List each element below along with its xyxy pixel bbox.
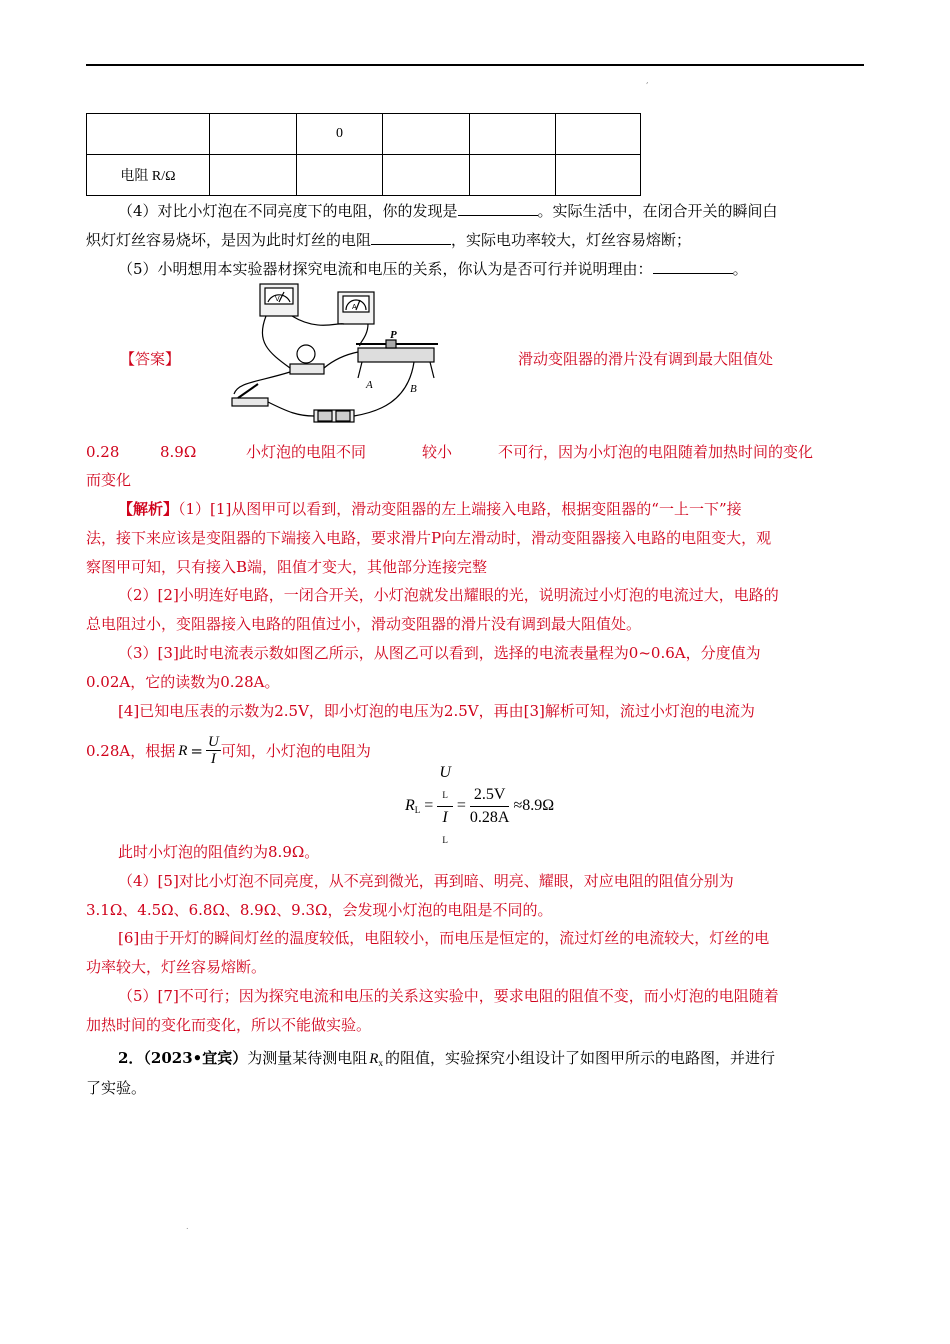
analysis-p4-l2: 0.28A，根据 R = $\frac{U}{I}$ 可知，小灯泡的电阻为 xyxy=(86,734,371,767)
data-table xyxy=(86,113,641,196)
table-cell xyxy=(470,114,556,155)
answer-tag: 【答案】 xyxy=(120,350,181,368)
question-2-number: 2．（2023•宜宾） xyxy=(118,1049,248,1067)
q4-text: 。实际生活中，在闭合开关的瞬间白 xyxy=(537,202,778,220)
eq-den2: 0.28A xyxy=(469,808,510,826)
analysis-p2-l2: 总电阻过小，变阻器接入电路的阻值过小，滑动变阻器的滑片没有调到最大阻值处。 xyxy=(86,615,642,633)
analysis-text: 0.28A，根据 xyxy=(86,741,176,760)
header-rule xyxy=(86,64,864,66)
rheostat-icon xyxy=(358,348,434,362)
label-a: A xyxy=(366,379,373,391)
ammeter-label: A xyxy=(352,304,357,311)
analysis-p3-l2: 0.02A，它的读数为0.28A。 xyxy=(86,673,280,691)
rx-symbol: R xyxy=(369,1051,379,1067)
table-cell xyxy=(87,114,210,155)
answer-2: 0.28 xyxy=(86,443,120,461)
circuit-diagram xyxy=(218,282,448,424)
table-cell xyxy=(297,155,383,196)
answer-blank xyxy=(653,259,733,274)
q4-text: 炽灯灯丝容易烧坏，是因为此时灯丝的电阻 xyxy=(86,231,372,249)
table-cell xyxy=(383,155,470,196)
table-row-label: 电阻 R/Ω xyxy=(87,155,210,196)
answer-6: 不可行，因为小灯泡的电阻随着加热时间的变化 xyxy=(498,443,814,461)
switch-icon xyxy=(232,398,268,406)
bulb-icon xyxy=(297,345,315,363)
analysis-p1-l1 xyxy=(118,499,742,519)
table-cell xyxy=(470,155,556,196)
voltmeter-label: V xyxy=(275,296,280,303)
eq-lhs: R xyxy=(405,797,415,814)
answer-6-cont: 而变化 xyxy=(86,471,132,489)
q5-text: （5）小明想用本实验器材探究电流和电压的关系，你认为是否可行并说明理由： xyxy=(118,260,653,278)
question-5 xyxy=(118,259,748,279)
resistance-equation: RL = U L I L = $\frac{2.5V}{0.28A}$ ≈8.9Ω xyxy=(405,781,554,831)
q2-text: 为测量某待测电阻 xyxy=(247,1049,368,1067)
question-2-line-2: 了实验。 xyxy=(86,1079,147,1097)
question-4-line-1 xyxy=(118,201,778,221)
q5-text: 。 xyxy=(732,260,748,278)
table-cell: 0 xyxy=(297,114,383,155)
analysis-text: 可知，小灯泡的电阻为 xyxy=(220,741,371,760)
tick-mark: , xyxy=(646,76,649,85)
formula-fraction xyxy=(206,734,221,767)
eq-den: I xyxy=(442,808,448,826)
analysis-text: （1）[1]从图甲可以看到，滑动变阻器的左上端接入电路，根据变阻器的“一上一下”接 xyxy=(178,500,742,518)
answer-blank xyxy=(458,201,538,216)
question-2-line-1 xyxy=(118,1048,775,1073)
eq-den-sub: L xyxy=(442,834,448,845)
table-row xyxy=(87,114,641,155)
answer-3: 8.9Ω xyxy=(160,443,197,461)
analysis-p4-l1: [4]已知电压表的示数为2.5V，即小灯泡的电压为2.5V，再由[3]解析可知，流过小灯泡的电流为 xyxy=(118,702,755,720)
analysis-p2-l1: （2）[2]小明连好电路，一闭合开关，小灯泡就发出耀眼的光，说明流过小灯泡的电流过大，电路的 xyxy=(118,586,779,604)
formula-r: R xyxy=(178,742,188,759)
analysis-p5-l1: （4）[5]对比小灯泡不同亮度，从不亮到微光，再到暗、明亮、耀眼，对应电阻的阻值分别为 xyxy=(118,872,734,890)
q4-text: （4）对比小灯泡在不同亮度下的电阻，你的发现是 xyxy=(118,202,458,220)
table-cell xyxy=(210,114,297,155)
analysis-p5-l2: 3.1Ω、4.5Ω、6.8Ω、8.9Ω、9.3Ω，会发现小灯泡的电阻是不同的。 xyxy=(86,901,553,919)
eq-fraction-1 xyxy=(437,762,453,851)
formula-u: U xyxy=(207,734,219,750)
q2-text: 的阻值，实验探究小组设计了如图甲所示的电路图，并进行 xyxy=(384,1049,775,1067)
analysis-tag: 【解析】 xyxy=(118,500,179,518)
tick-mark: . xyxy=(186,1222,189,1231)
eq-num2: 2.5V xyxy=(470,784,510,807)
answer-5: 较小 xyxy=(422,443,453,461)
formula-i: I xyxy=(210,751,216,767)
answer-1: 滑动变阻器的滑片没有调到最大阻值处 xyxy=(518,350,774,368)
analysis-p1-l2: 法，接下来应该是变阻器的下端接入电路，要求滑片P向左滑动时，滑动变阻器接入电路的电阻变大，观 xyxy=(86,529,772,547)
eq-num: U xyxy=(439,763,451,781)
eq-num-sub: L xyxy=(442,789,448,800)
analysis-p1-l3: 察图甲可知，只有接入B端，阻值才变大，其他部分连接完整 xyxy=(86,558,488,576)
eq-lhs-sub: L xyxy=(414,805,421,815)
analysis-p7-l2: 加热时间的变化而变化，所以不能做实验。 xyxy=(86,1016,372,1034)
q4-text: ，实际电功率较大，灯丝容易熔断； xyxy=(451,231,692,249)
analysis-p6-l1: [6]由于开灯的瞬间灯丝的温度较低，电阻较小，而电压是恒定的，流过灯丝的电流较大，灯丝的电 xyxy=(118,929,770,947)
rx-sub: x xyxy=(378,1058,383,1068)
analysis-p4-l3: 此时小灯泡的阻值约为8.9Ω。 xyxy=(118,843,320,861)
table-cell xyxy=(210,155,297,196)
table-cell xyxy=(556,155,641,196)
table-cell xyxy=(556,114,641,155)
label-b: B xyxy=(410,383,417,395)
table-row xyxy=(87,155,641,196)
eq-fraction-2 xyxy=(470,784,510,829)
analysis-p6-l2: 功率较大，灯丝容易熔断。 xyxy=(86,958,267,976)
analysis-p7-l1: （5）[7]不可行；因为探究电流和电压的关系这实验中，要求电阻的阻值不变，而小灯泡的电阻随着 xyxy=(118,987,779,1005)
eq-result: ≈8.9Ω xyxy=(513,797,555,814)
answer-blank xyxy=(371,230,451,245)
analysis-p3-l1: （3）[3]此时电流表示数如图乙所示，从图乙可以看到，选择的电流表量程为0~0.6A，分度值为 xyxy=(118,644,761,662)
question-4-line-2 xyxy=(86,230,691,250)
answer-4: 小灯泡的电阻不同 xyxy=(246,443,367,461)
label-p: P xyxy=(390,329,397,341)
table-cell xyxy=(383,114,470,155)
